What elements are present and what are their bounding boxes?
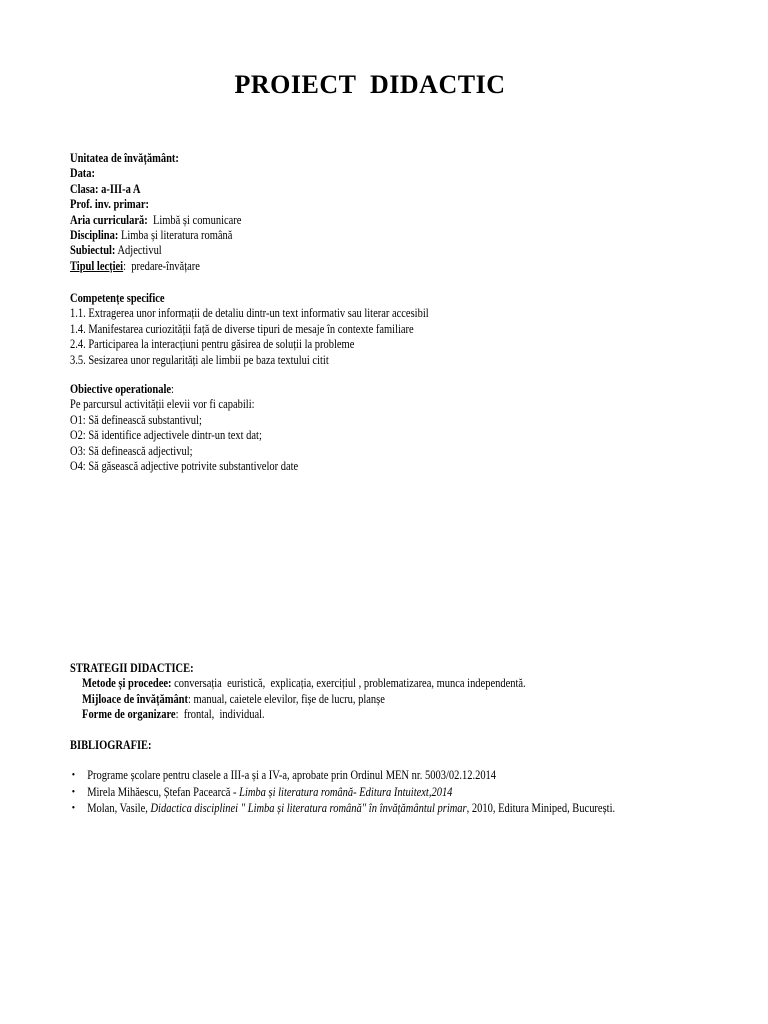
- aria-label: Aria curriculară:: [70, 212, 148, 227]
- bullet-icon: •: [71, 802, 76, 815]
- obiective-heading-suffix: :: [171, 382, 174, 396]
- bibliografie-item-rest: , 2010, Editura Miniped, București.: [466, 801, 616, 816]
- aria-line: [70, 213, 241, 228]
- bibliografie-item-title: Didactica disciplinei " Limba și literatura română" în învățământul primar: [150, 801, 467, 816]
- obiectiv-item: O3: Să definească adjectivul;: [70, 443, 193, 458]
- competenta-item: 3.5. Sesizarea unor regularități ale limbii pe baza textului citit: [70, 352, 329, 367]
- obiective-section: [70, 382, 298, 474]
- subiectul-line: [70, 243, 241, 258]
- forme-value: : frontal, individual.: [175, 707, 265, 722]
- subiectul-label: Subiectul:: [70, 243, 116, 258]
- mijloace-line: [70, 692, 526, 707]
- data-label: Data:: [70, 166, 96, 181]
- competenta-item: 2.4. Participarea la interacțiuni pentru găsirea de soluții la probleme: [70, 337, 355, 352]
- disciplina-line: [70, 228, 241, 243]
- bibliografie-item: [70, 784, 615, 801]
- obiectiv-item: O2: Să identifice adjectivele dintr-un text dat;: [70, 428, 262, 443]
- strategii-heading: STRATEGII DIDACTICE:: [70, 661, 194, 675]
- forme-label: Forme de organizare: [82, 707, 176, 722]
- metode-line: [70, 676, 526, 691]
- bibliografie-heading-block: [70, 738, 152, 753]
- obiective-heading: Obiective operationale: [70, 382, 172, 396]
- competente-section: [70, 291, 429, 368]
- competente-heading: Competențe specifice: [70, 291, 165, 305]
- metode-label: Metode și procedee:: [82, 676, 172, 691]
- page-title: PROIECT DIDACTIC: [234, 70, 506, 99]
- tipul-line: [70, 259, 241, 274]
- unitatea-label: Unitatea de învățământ:: [70, 151, 179, 165]
- bibliografie-list: [70, 767, 615, 817]
- bullet-icon: •: [71, 785, 76, 798]
- obiectiv-item: O4: Să găsească adjective potrivite substantivelor date: [70, 459, 299, 474]
- aria-value: Limbă și comunicare: [147, 212, 242, 227]
- header-info: [70, 151, 241, 274]
- obiective-intro: Pe parcursul activității elevii vor fi capabili:: [70, 397, 255, 412]
- bibliografie-item-author: Molan, Vasile,: [87, 801, 151, 816]
- bibliografie-heading: BIBLIOGRAFIE:: [70, 738, 152, 752]
- mijloace-label: Mijloace de învățământ: [82, 691, 189, 706]
- disciplina-value: Limba și literatura română: [118, 228, 233, 243]
- strategii-section: [70, 661, 526, 723]
- bibliografie-item-title: Limba și literatura română- Editura Intuitext,2014: [239, 784, 453, 799]
- prof-label: Prof. inv. primar:: [70, 197, 149, 212]
- bibliografie-item-text: Programe școlare pentru clasele a III-a și a IV-a, aprobate prin Ordinul MEN nr. 5003/02.12.2014: [87, 768, 497, 782]
- bullet-icon: •: [71, 769, 76, 781]
- bibliografie-item: [70, 767, 615, 784]
- subiectul-value: Adjectivul: [115, 243, 162, 258]
- mijloace-value: : manual, caietele elevilor, fișe de lucru, planșe: [188, 691, 385, 706]
- competenta-item: 1.1. Extragerea unor informații de detaliu dintr-un text informativ sau literar accesibil: [70, 306, 429, 321]
- disciplina-label: Disciplina:: [70, 228, 119, 243]
- competenta-item: 1.4. Manifestarea curiozității față de diverse tipuri de mesaje în contexte familiare: [70, 321, 414, 336]
- metode-value: conversația euristică, explicația, exercițiul , problematizarea, munca independentă.: [171, 676, 526, 691]
- bibliografie-item: [70, 800, 615, 817]
- obiectiv-item: O1: Să definească substantivul;: [70, 412, 202, 427]
- clasa-label: Clasa: a-III-a A: [70, 181, 141, 196]
- obiective-heading-line: [70, 382, 298, 397]
- forme-line: [70, 707, 526, 722]
- tipul-value: : predare-învățare: [123, 258, 200, 273]
- bibliografie-item-author: Mirela Mihăescu, Ștefan Pacearcă -: [87, 784, 240, 799]
- tipul-label: Tipul lecției: [70, 258, 124, 273]
